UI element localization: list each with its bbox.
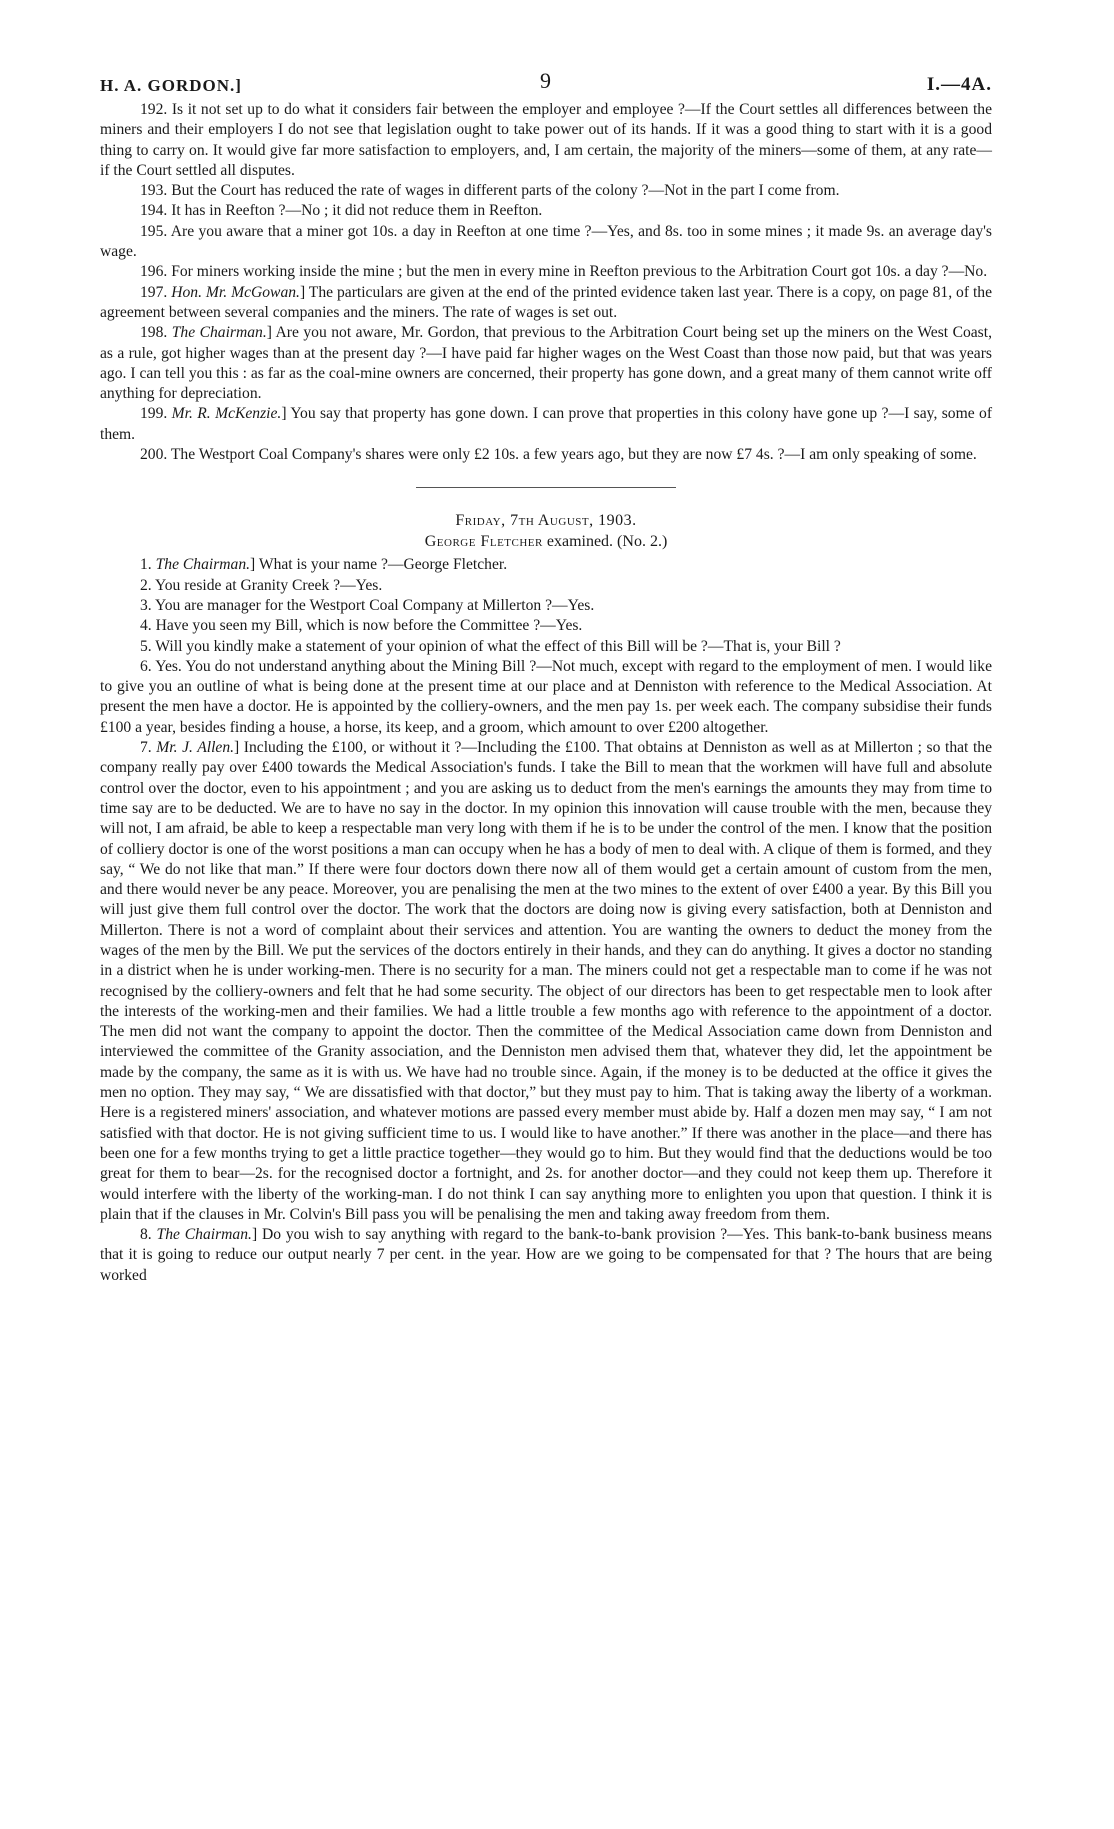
question-answer-paragraph [100, 404, 992, 445]
question-answer-paragraph [100, 555, 992, 575]
question-number: 7. [140, 739, 157, 757]
paragraph-text: ] Are you not aware, Mr. Gordon, that previous to the Arbitration Court being set up the miners on the West Coast, as a rule, got higher wages than at the present day ?—I have paid far higher wages on the West Coast than those now paid, but that was years ago. I can tell you this : as far as the coal-mine owners are concerned, their property has gone down, and a great many of them cannot write off anything for depreciation. [100, 324, 992, 403]
evidence-section-fletcher [100, 555, 992, 1286]
paragraph-text: 194. It has in Reefton ?—No ; it did not reduce them in Reefton. [140, 202, 543, 220]
paragraph-text: 195. Are you aware that a miner got 10s. a day in Reefton at one time ?—Yes, and 8s. too in some mines ; it made 9s. an average day's wage. [100, 222, 992, 261]
question-answer-paragraph [100, 323, 992, 404]
speaker-name: Mr. J. Allen. [156, 739, 235, 757]
page-number: 9 [540, 68, 552, 93]
document-reference: I.—4A. [926, 74, 992, 95]
question-answer-paragraph [100, 738, 992, 1225]
paragraph-text: ] What is your name ?—George Fletcher. [250, 556, 508, 574]
speaker-name: The Chairman. [156, 1226, 252, 1244]
witness-heading [100, 533, 992, 551]
speaker-name: The Chairman. [171, 324, 267, 342]
speaker-name: Mr. R. McKenzie. [171, 405, 282, 423]
question-answer-paragraph [100, 576, 992, 596]
witness-name: George Fletcher [424, 533, 543, 551]
document-page [100, 66, 992, 1286]
question-answer-paragraph [100, 616, 992, 636]
question-answer-paragraph [100, 262, 992, 282]
paragraph-text: 3. You are manager for the Westport Coal Company at Millerton ?—Yes. [140, 596, 595, 614]
paragraph-text: 4. Have you seen my Bill, which is now before the Committee ?—Yes. [140, 617, 583, 635]
witness-examined-label: examined. (No. 2.) [542, 533, 668, 551]
question-number: 8. [140, 1226, 157, 1244]
question-number: 199. [140, 405, 172, 423]
evidence-section-gordon [100, 100, 992, 465]
paragraph-text: ] Including the £100, or without it ?—Including the £100. That obtains at Denniston as well as at Millerton ; so that the company really pay over £400 towards the Medical Association's funds. I take the Bill to mean that the workmen will have full and absolute control over the doctor, even to his appointment ; and you are asking us to deduct from the men's earnings the amounts they may from time to time say are to be deducted. We are to have no say in the doctor. In my opinion this innovation will cause trouble with the men, because they will not, I am afraid, be able to keep a respectable man very long with them if he is to be under the control of the men. I know that the position of colliery doctor is one of the worst positions a man can occupy when he has a body of men to deal with. A clique of them is formed, and they say, “ We do not like that man.” If there were four doctors down there now all of them would get a certain amount of custom from the men, and there would never be any peace. Moreover, you are penalising the men at the two mines to the extent of over £400 a year. By this Bill you will just give them full control over the doctor. The work that the doctors are doing now is giving every satisfaction, both at Denniston and Millerton. There is not a word of complaint about their services and attention. You are wanting the owners to deduct the money from the wages of the men by the Bill. We put the services of the doctors entirely in their hands, and they can do anything. It gives a doctor no standing in a district when he is under working-men. There is no security for a man. The miners could not get a respectable man to come if he was not recognised by the colliery-owners and felt that he had some security. The object of our directors has been to get respectable men to look after the interests of the working-men and their families. We had a little trouble a few months ago with reference to the appointment of a doctor. The men did not want the company to appoint the doctor. Then the committee of the Medical Association came down from Denniston and interviewed the committee of the Granity association, and the Denniston men advised them that, whatever they did, let the appointment be made by the company, the same as it is with us. We have had no trouble since. Again, if the money is to be deducted at the office it gives the men no option. They may say, “ We are dissatisfied with that doctor,” but they must pay to him. That is taking away the liberty of a workman. Here is a registered miners' association, and whatever motions are passed every member must abide by. Half a dozen men may say, “ I am not satisfied with that doctor. He is not giving sufficient time to us. I would like to have another.” If there was another in the place—and there has been one for a few months trying to get a little practice together—they would go to him. But they would find that the deductions would be too great for them to bear—2s. for the recognised doctor a fortnight, and 2s. for another doctor—and they could not keep them up. Therefore it would interfere with the liberty of the working-man. I do not think I can say anything more to enlighten you upon that question. I think it is plain that if the clauses in Mr. Colvin's Bill pass you will be penalising the men and taking away freedom from them. [100, 739, 993, 1223]
header-witness-name: H. A. GORDON.] [100, 76, 242, 95]
question-answer-paragraph [100, 181, 992, 201]
paragraph-text: ] You say that property has gone down. I can prove that properties in this colony have gone up ?—I say, some of them. [100, 405, 993, 443]
paragraph-text: 192. Is it not set up to do what it considers fair between the employer and employee ?—If the Court settles all differences between the miners and their employers I do not see that legislation ought to take power out of its hands. If it was a good thing to start with it is a good thing to carry on. It would give far more satisfaction to employers, and, I am certain, the majority of the miners—some of them, at any rate—if the Court settled all disputes. [100, 101, 992, 179]
question-number: 197. [140, 283, 172, 301]
paragraph-text: 2. You reside at Granity Creek ?—Yes. [140, 576, 383, 594]
speaker-name: Hon. Mr. McGowan. [171, 283, 300, 301]
paragraph-text: 193. But the Court has reduced the rate of wages in different parts of the colony ?—Not in the part I come from. [140, 182, 840, 200]
question-answer-paragraph [100, 100, 992, 181]
question-answer-paragraph [100, 1225, 992, 1286]
paragraph-text: 200. The Westport Coal Company's shares were only £2 10s. a few years ago, but they are now £7 4s. ?—I am only speaking of some. [140, 446, 977, 464]
question-answer-paragraph [100, 657, 992, 738]
question-number: 198. [140, 324, 172, 342]
paragraph-text: ] Do you wish to say anything with regard to the bank-to-bank provision ?—Yes. This bank-to-bank business means that it is going to reduce our output nearly 7 per cent. in the year. How are we going to be compensated for that ? The hours that are being worked [100, 1226, 992, 1284]
question-answer-paragraph [100, 201, 992, 221]
question-answer-paragraph [100, 596, 992, 616]
question-answer-paragraph [100, 637, 992, 657]
date-heading: Friday, 7th August, 1903. [455, 512, 637, 530]
paragraph-text: 6. Yes. You do not understand anything about the Mining Bill ?—Not much, except with regard to the employment of men. I would like to give you an outline of what is being done at the present time at our place and at Denniston with reference to the Medical Association. At present the men have a doctor. He is appointed by the colliery-owners, and the men pay 1s. per week each. The company subsidise their funds £100 a year, besides finding a house, a horse, its keep, and a groom, which amount to over £200 altogether. [100, 657, 992, 736]
question-answer-paragraph [100, 283, 992, 324]
question-number: 1. [140, 556, 156, 574]
running-header [100, 66, 992, 100]
speaker-name: The Chairman. [155, 556, 251, 574]
paragraph-text: 196. For miners working inside the mine ; but the men in every mine in Reefton previous to the Arbitration Court got 10s. a day ?—No. [140, 263, 988, 281]
question-answer-paragraph [100, 445, 992, 465]
paragraph-text: 5. Will you kindly make a statement of your opinion of what the effect of this Bill will be ?—That is, your Bill ? [140, 637, 841, 655]
paragraph-text: ] The particulars are given at the end of the printed evidence taken last year. There is a copy, on page 81, of the agreement between several companies and the miners. The rate of wages is set out. [100, 283, 993, 321]
question-answer-paragraph [100, 222, 992, 263]
section-divider [416, 487, 676, 488]
